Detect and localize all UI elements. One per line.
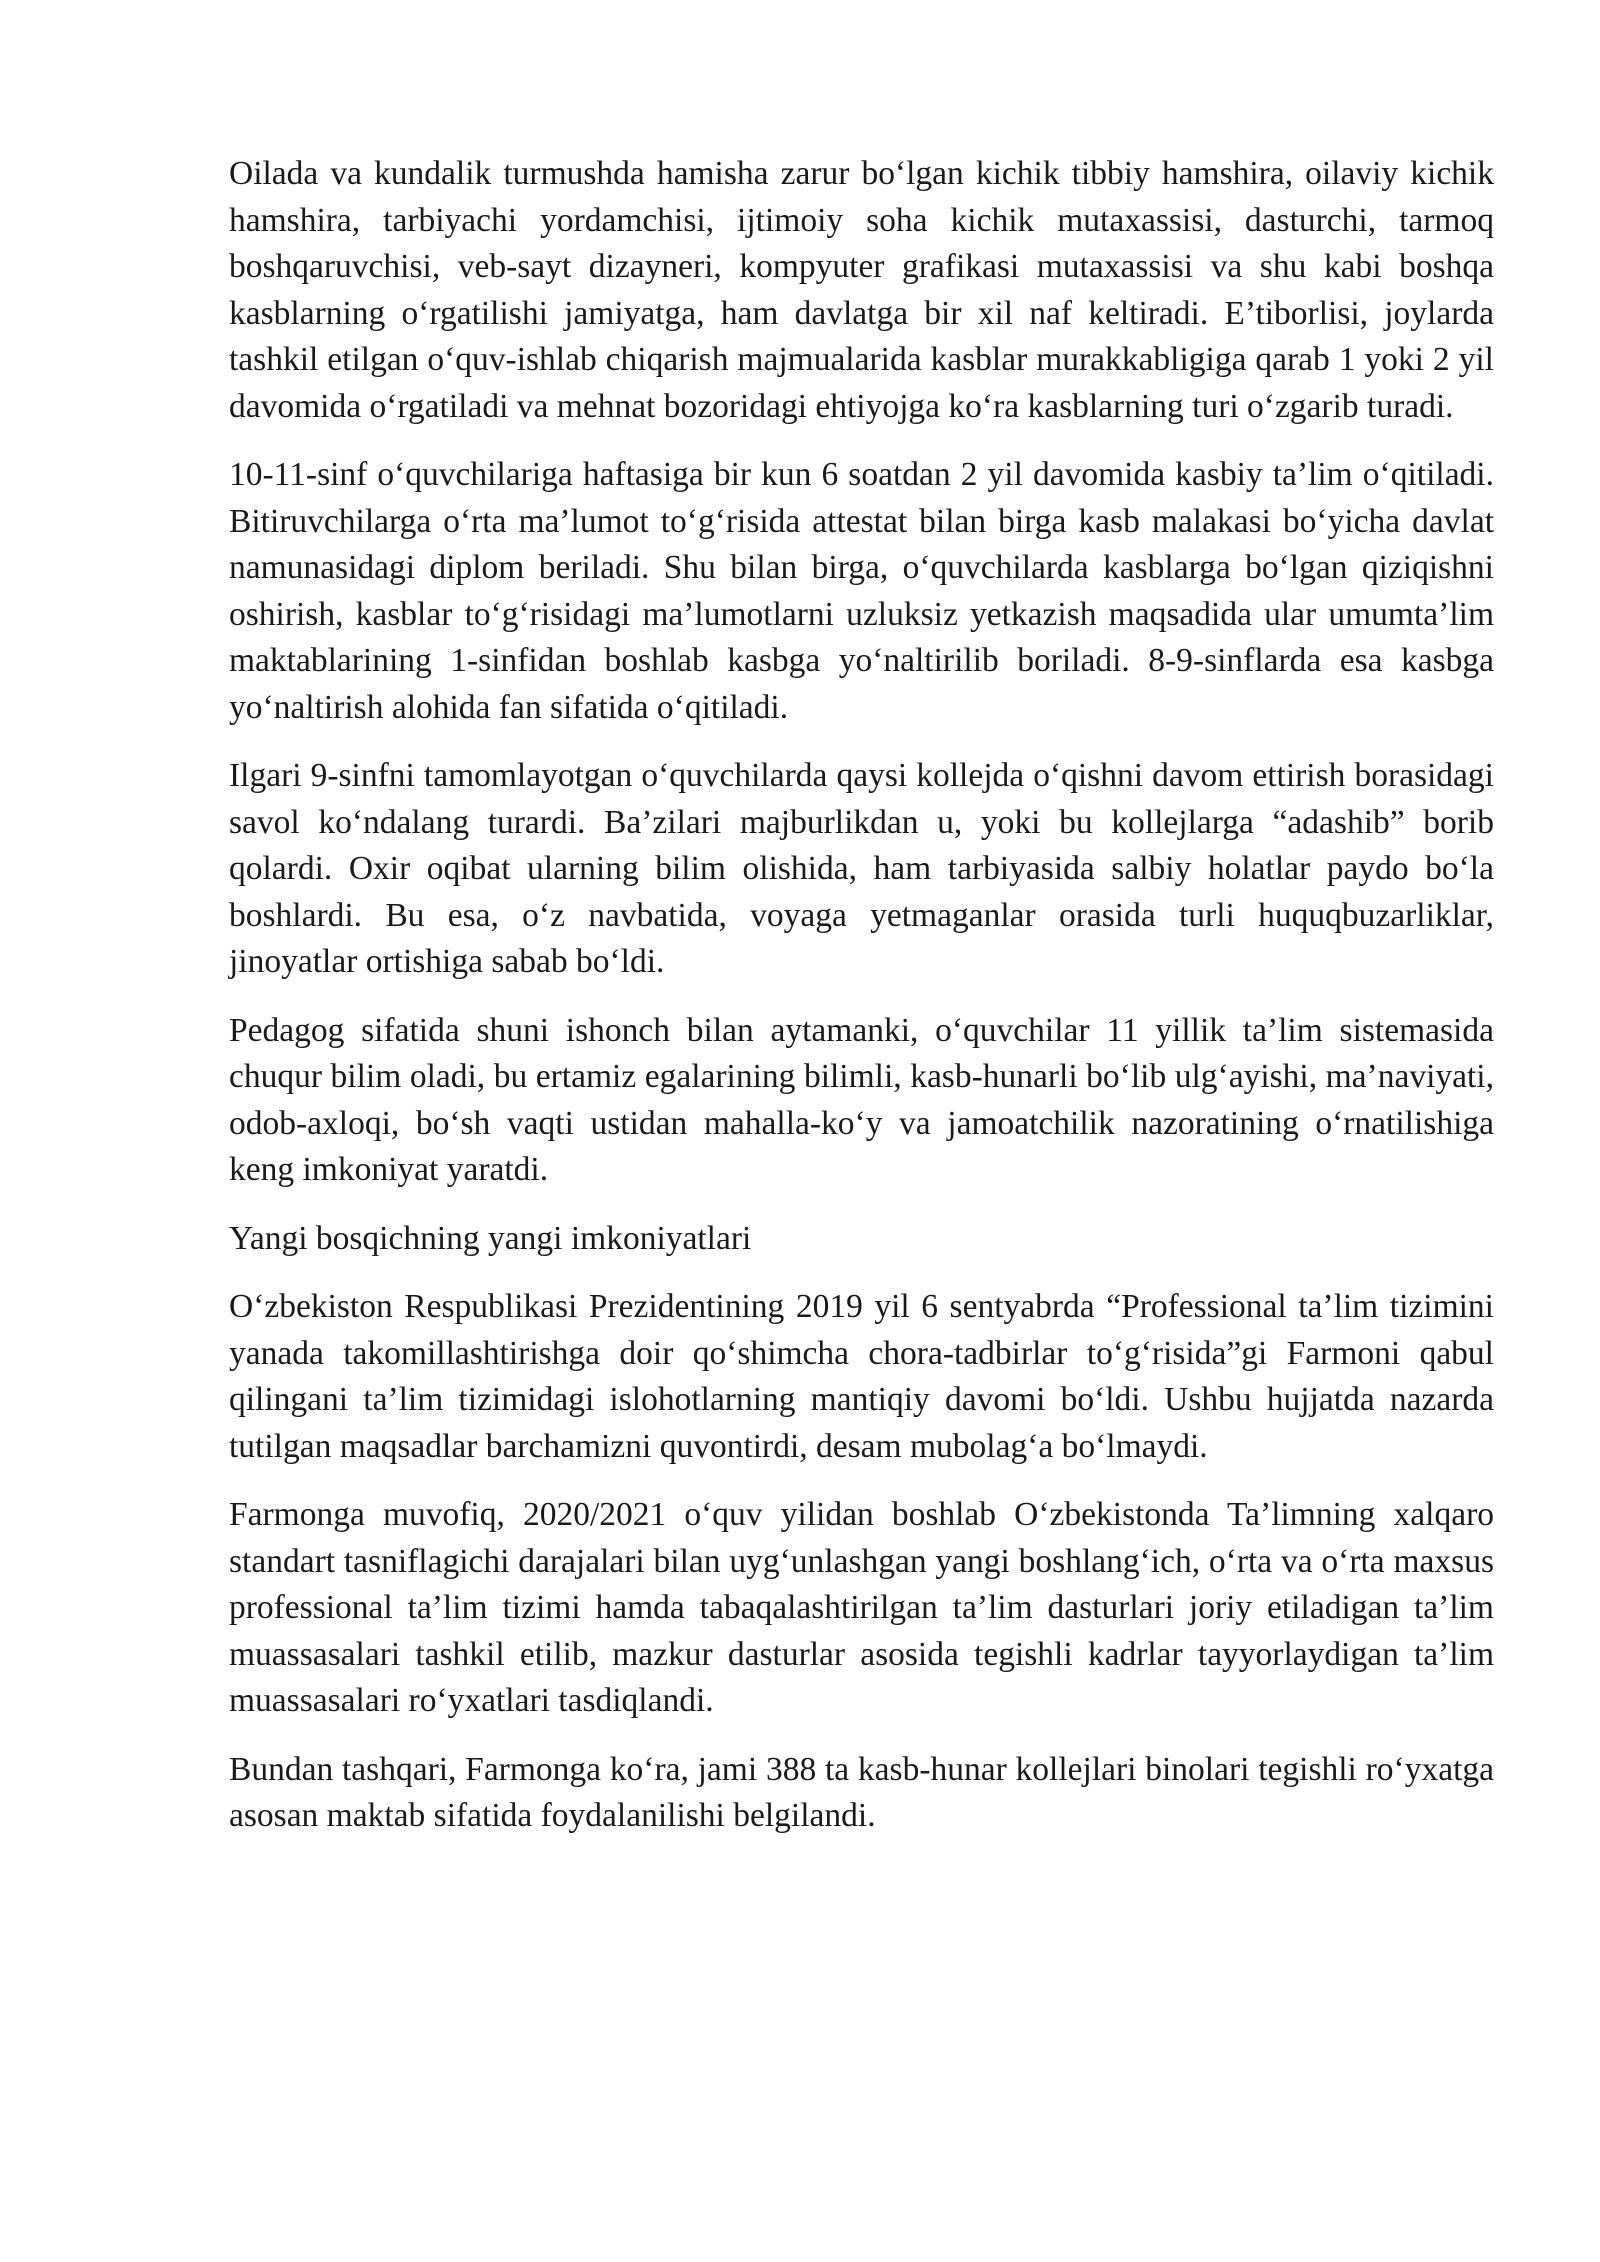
paragraph-3: Ilgari 9-sinfni tamomlayotgan o‘quvchilarda qaysi kollejda o‘qishni davom ettirish borasidagi savol ko‘ndalang turardi. Ba’zilari majburlikdan u, yoki bu kollejlarga “adashib” borib qolardi. Oxir oqibat ularning bilim olishida, ham tarbiyasida salbiy holatlar paydo bo‘la boshlardi. Bu esa, o‘z navbatida, voyaga yetmaganlar orasida turli huquqbuzarliklar, jinoyatlar ortishiga sabab bo‘ldi. — [229, 757, 1494, 980]
paragraph-4: Pedagog sifatida shuni ishonch bilan aytamanki, o‘quvchilar 11 yillik ta’lim sistemasida chuqur bilim oladi, bu ertamiz egalarining bilimli, kasb-hunarli bo‘lib ulg‘ayishi, ma’naviyati, odob-axloqi, bo‘sh vaqti ustidan mahalla-ko‘y va jamoatchilik nazoratining o‘rnatilishiga keng imkoniyat yaratdi. — [229, 1011, 1494, 1188]
paragraph-6: Farmonga muvofiq, 2020/2021 o‘quv yilidan boshlab O‘zbekistonda Ta’limning xalqaro standart tasniflagichi darajalari bilan uyg‘unlashgan yangi boshlang‘ich, o‘rta va o‘rta maxsus professional ta’lim tizimi hamda tabaqalashtirilgan ta’lim dasturlari joriy etiladigan ta’lim muassasalari tashkil etilib, mazkur dasturlar asosida tegishli kadrlar tayyorlaydigan ta’lim muassasalari ro‘yxatlari tasdiqlandi. — [229, 1496, 1494, 1719]
paragraph-2: 10-11-sinf o‘quvchilariga haftasiga bir kun 6 soatdan 2 yil davomida kasbiy ta’lim o‘qitiladi. Bitiruvchilarga o‘rta ma’lumot to‘g‘risida attestat bilan birga kasb malakasi bo‘yicha davlat namunasidagi diplom beriladi. Shu bilan birga, o‘quvchilarda kasblarga bo‘lgan qiziqishni oshirish, kasblar to‘g‘risidagi ma’lumotlarni uzluksiz yetkazish maqsadida ular umumta’lim maktablarining 1-sinfidan boshlab kasbga yo‘naltirilib boriladi. 8-9-sinflarda esa kasbga yo‘naltirish alohida fan sifatida o‘qitiladi. — [229, 456, 1494, 726]
document-body — [229, 151, 1494, 1862]
paragraph-5: O‘zbekiston Respublikasi Prezidentining 2019 yil 6 sentyabrda “Professional ta’lim tizimini yanada takomillashtirishga doir qo‘shimcha chora-tadbirlar to‘g‘risida”gi Farmoni qabul qilingani ta’lim tizimidagi islohotlarning mantiqiy davomi bo‘ldi. Ushbu hujjatda nazarda tutilgan maqsadlar barchamizni quvontirdi, desam mubolag‘a bo‘lmaydi. — [229, 1288, 1494, 1465]
paragraph-7: Bundan tashqari, Farmonga ko‘ra, jami 388 ta kasb-hunar kollejlari binolari tegishli ro‘yxatga asosan maktab sifatida foydalanilishi belgilandi. — [229, 1750, 1494, 1834]
section-heading: Yangi bosqichning yangi imkoniyatlari — [229, 1219, 752, 1257]
paragraph-1: Oilada va kundalik turmushda hamisha zarur bo‘lgan kichik tibbiy hamshira, oilaviy kichik hamshira, tarbiyachi yordamchisi, ijtimoiy soha kichik mutaxassisi, dasturchi, tarmoq boshqaruvchisi, veb-sayt dizayneri, kompyuter grafikasi mutaxassisi va shu kabi boshqa kasblarning o‘rgatilishi jamiyatga, ham davlatga bir xil naf keltiradi. E’tiborlisi, joylarda tashkil etilgan o‘quv-ishlab chiqarish majmualarida kasblar murakkabligiga qarab 1 yoki 2 yil davomida o‘rgatiladi va mehnat bozoridagi ehtiyojga ko‘ra kasblarning turi o‘zgarib turadi. — [229, 155, 1494, 425]
